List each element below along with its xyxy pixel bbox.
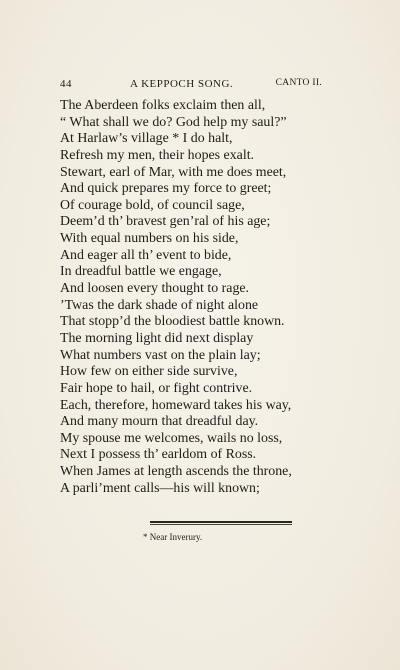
- poem-line: With equal numbers on his side,: [60, 231, 239, 247]
- poem-line: Deem’d th’ bravest gen’ral of his age;: [60, 214, 271, 230]
- footnote: * Near Inverury.: [143, 532, 203, 542]
- poem-line: When James at length ascends the throne,: [60, 464, 292, 480]
- poem-line: The Aberdeen folks exclaim then all,: [60, 98, 266, 113]
- page-number: 44: [60, 78, 72, 90]
- poem-line: Fair hope to hail, or fight contrive.: [60, 380, 253, 396]
- page-header: [60, 78, 322, 94]
- poem-line: At Harlaw’s village * I do halt,: [60, 131, 233, 147]
- poem-line: What numbers vast on the plain lay;: [60, 347, 261, 363]
- poem-line: Next I possess th’ earldom of Ross.: [60, 447, 257, 463]
- canto-label: CANTO II.: [275, 78, 322, 88]
- poem-line: A parli’ment calls—his will known;: [60, 480, 260, 496]
- poem-line: Each, therefore, homeward takes his way,: [60, 397, 292, 413]
- poem-line: Stewart, earl of Mar, with me does meet,: [60, 164, 287, 180]
- poem-line: ’Twas the dark shade of night alone: [60, 297, 259, 313]
- poem-line: My spouse me welcomes, wails no loss,: [60, 430, 283, 446]
- poem-line: And many mourn that dreadful day.: [60, 414, 259, 430]
- footnote-rule: [150, 521, 292, 523]
- running-title: A KEPPOCH SONG.: [130, 78, 234, 90]
- poem-line: And eager all th’ event to bide,: [60, 247, 232, 263]
- poem-line: “ What shall we do? God help my saul?”: [60, 114, 287, 130]
- poem-line: The morning light did next display: [60, 330, 254, 346]
- poem-line: How few on either side survive,: [60, 364, 238, 380]
- poem-line: Refresh my men, their hopes exalt.: [60, 147, 255, 163]
- poem-line: Of courage bold, of council sage,: [60, 197, 245, 213]
- poem-line: In dreadful battle we engage,: [60, 264, 222, 280]
- poem-line: And loosen every thought to rage.: [60, 281, 250, 297]
- poem-line: That stopp’d the bloodiest battle known.: [60, 314, 285, 330]
- poem-text: [60, 98, 325, 497]
- footnote-rule-thin: [150, 524, 292, 525]
- poem-line: And quick prepares my force to greet;: [60, 181, 272, 197]
